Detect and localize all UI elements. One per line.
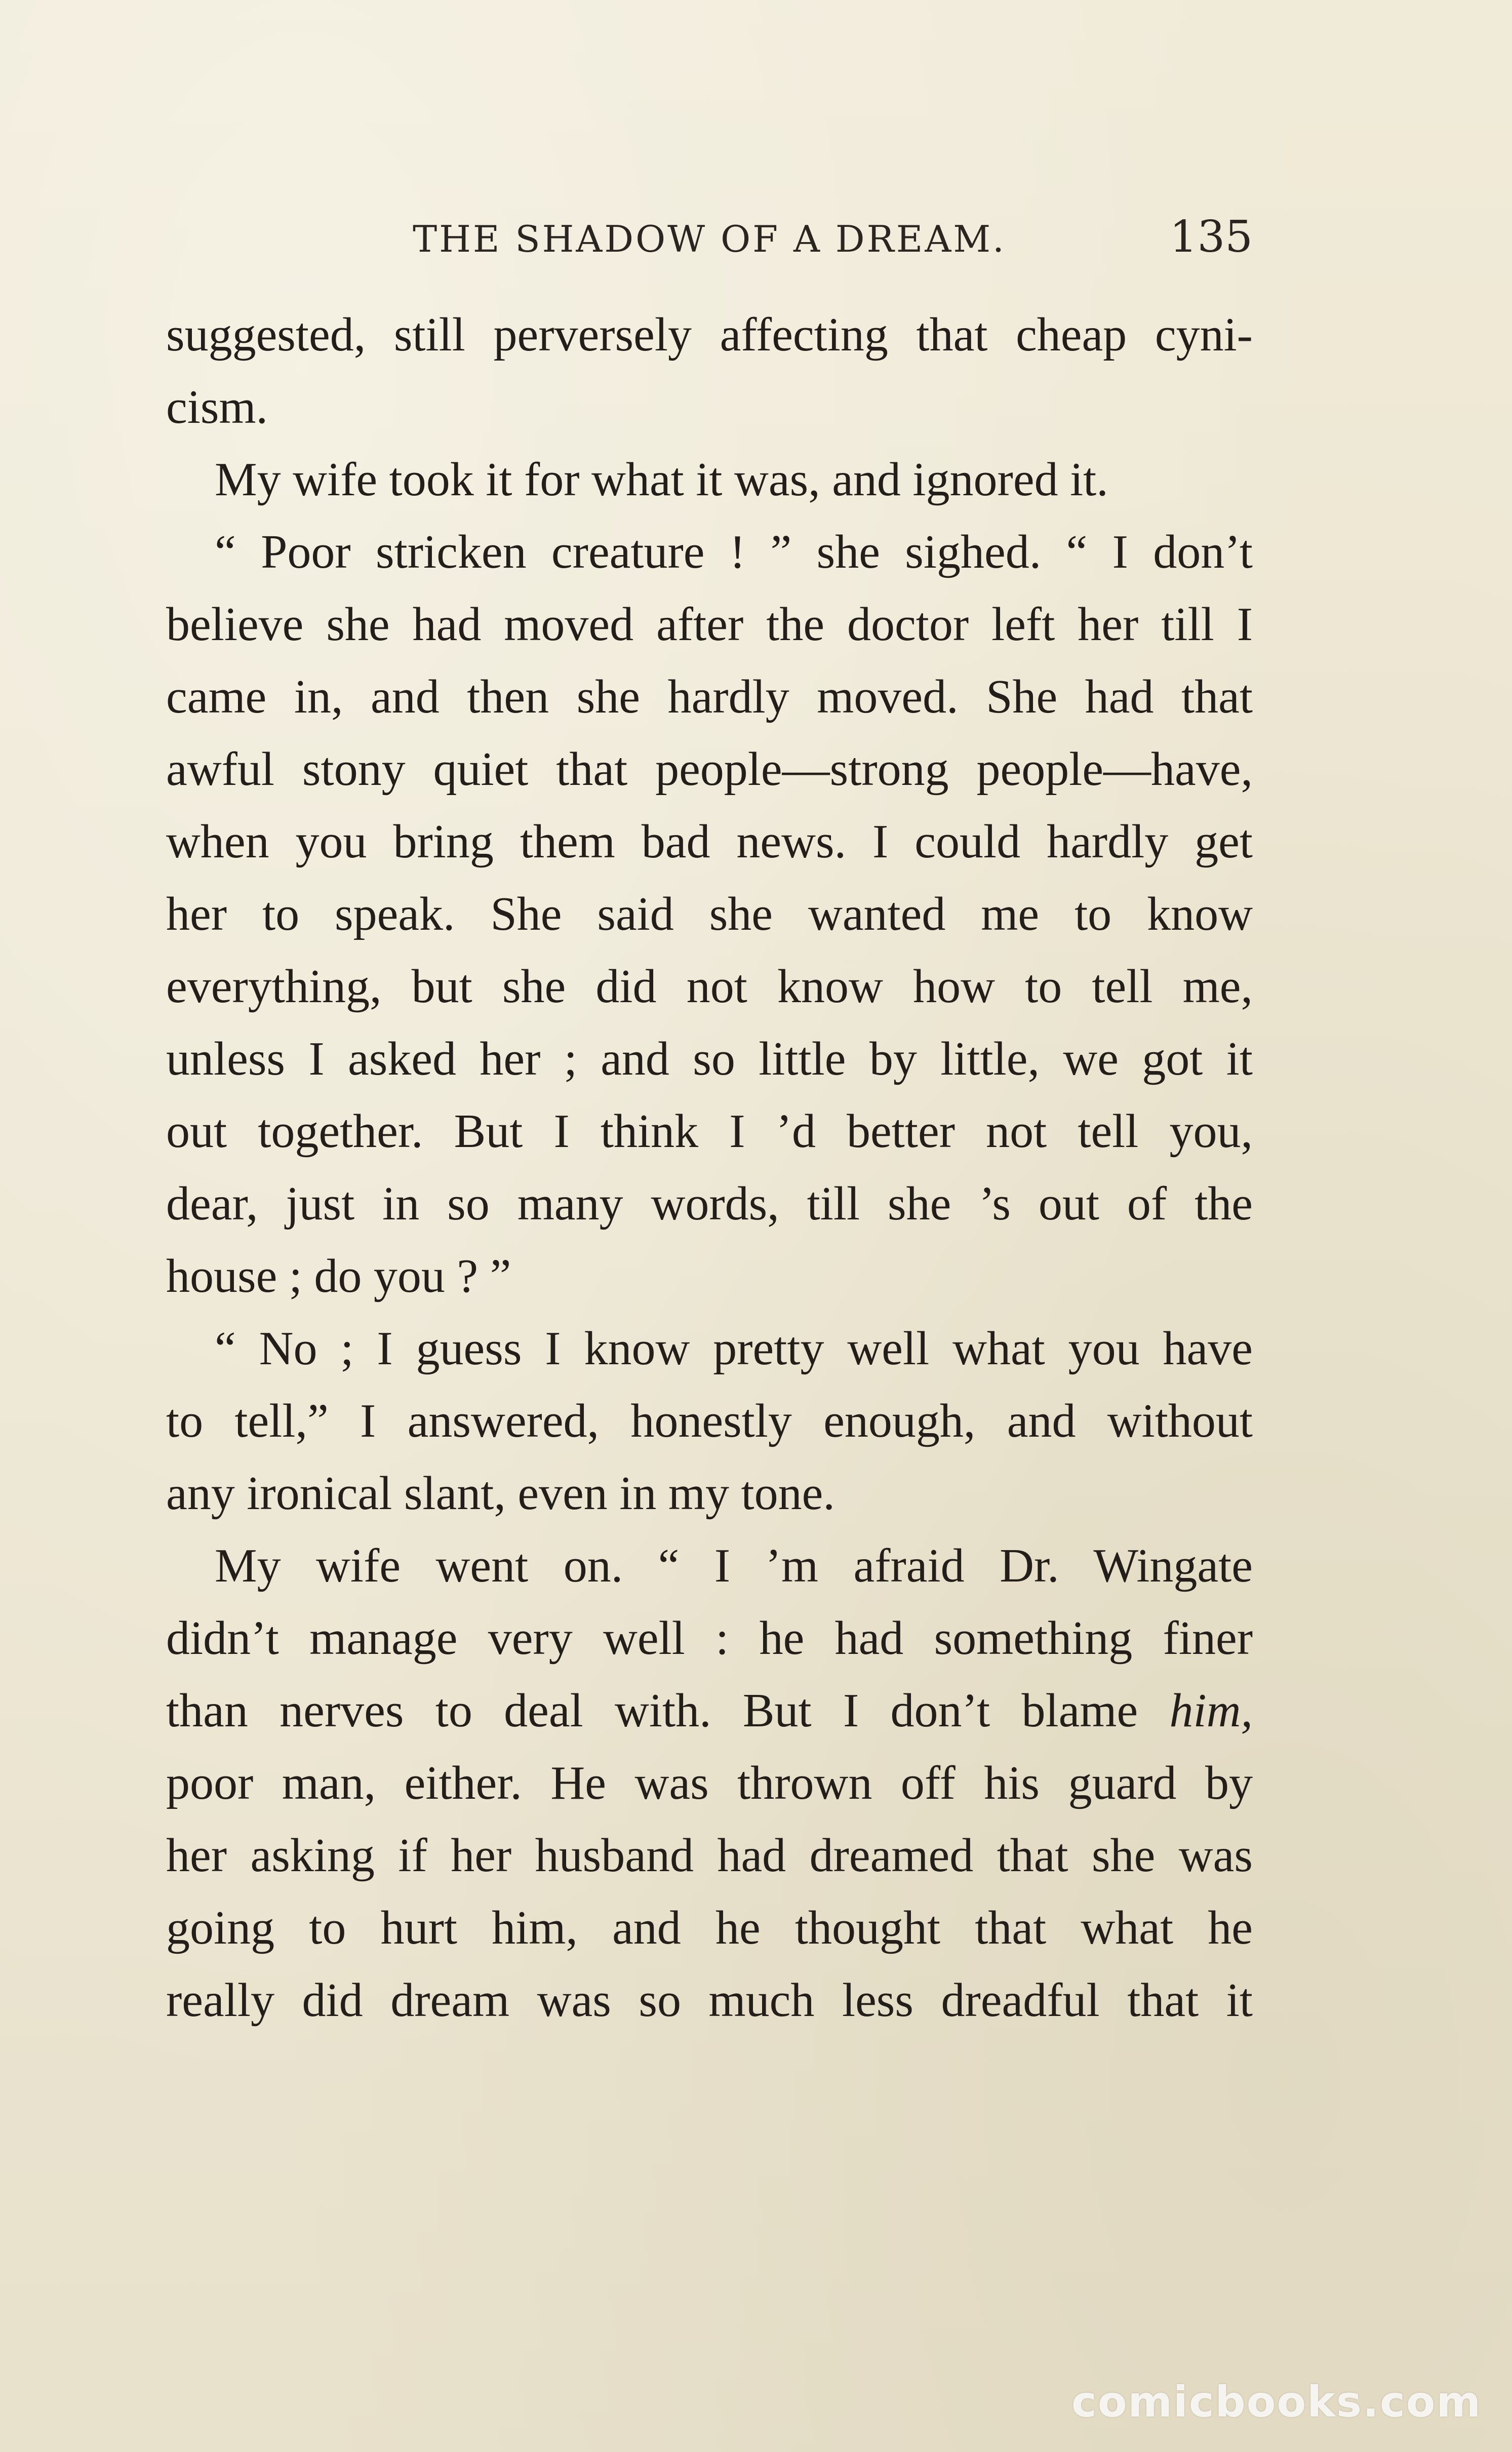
text-line: her to speak. She said she wanted me to know [166,888,1253,940]
text-line: believe she had moved after the doctor left her till I [166,598,1253,651]
text-line: awful stony quiet that people—strong people—have, [166,743,1253,796]
text-line: going to hurt him, and he thought that what he [166,1902,1253,1954]
text-line: dear, just in so many words, till she ’s out of the [166,1177,1253,1230]
running-head [166,212,1253,273]
text-line: any ironical slant, even in my tone. [166,1467,835,1520]
text-line: to tell,” I answered, honestly enough, and without [166,1395,1253,1447]
text-line: everything, but she did not know how to tell me, [166,960,1253,1013]
text-line: unless I asked her ; and so little by little, we got it [166,1033,1253,1085]
text-line: My wife took it for what it was, and ignored it. [215,453,1108,506]
text-line: didn’t manage very well : he had something finer [166,1612,1253,1665]
page-number: 135 [1169,212,1253,262]
watermark: comicbooks.com [1071,2377,1482,2427]
text-line: came in, and then she hardly moved. She had that [166,670,1253,723]
text-line: out together. But I think I ’d better not tell you, [166,1105,1253,1158]
text-line: My wife went on. “ I ’m afraid Dr. Wingate [215,1539,1253,1592]
emphasis-him: him, [1169,1684,1253,1737]
text-line: when you bring them bad news. I could hardly get [166,815,1253,868]
text-line: “ Poor stricken creature ! ” she sighed. “ I don’t [215,526,1253,578]
text-line: really did dream was so much less dreadful that it [166,1974,1253,2027]
text-line: suggested, still perversely affecting that cheap cyni- [166,308,1253,361]
text-line-with-emphasis [166,1675,1253,1747]
text-line: cism. [166,381,268,433]
text-line: house ; do you ? ” [166,1250,511,1302]
text-line: her asking if her husband had dreamed that she was [166,1829,1253,1882]
body-text [166,299,1253,2037]
text-line: poor man, either. He was thrown off his guard by [166,1757,1253,1809]
text-segment: than nerves to deal with. But I don’t blame [166,1684,1170,1737]
running-title: THE SHADOW OF A DREAM. [413,218,1006,260]
text-line: “ No ; I guess I know pretty well what you have [215,1322,1253,1375]
